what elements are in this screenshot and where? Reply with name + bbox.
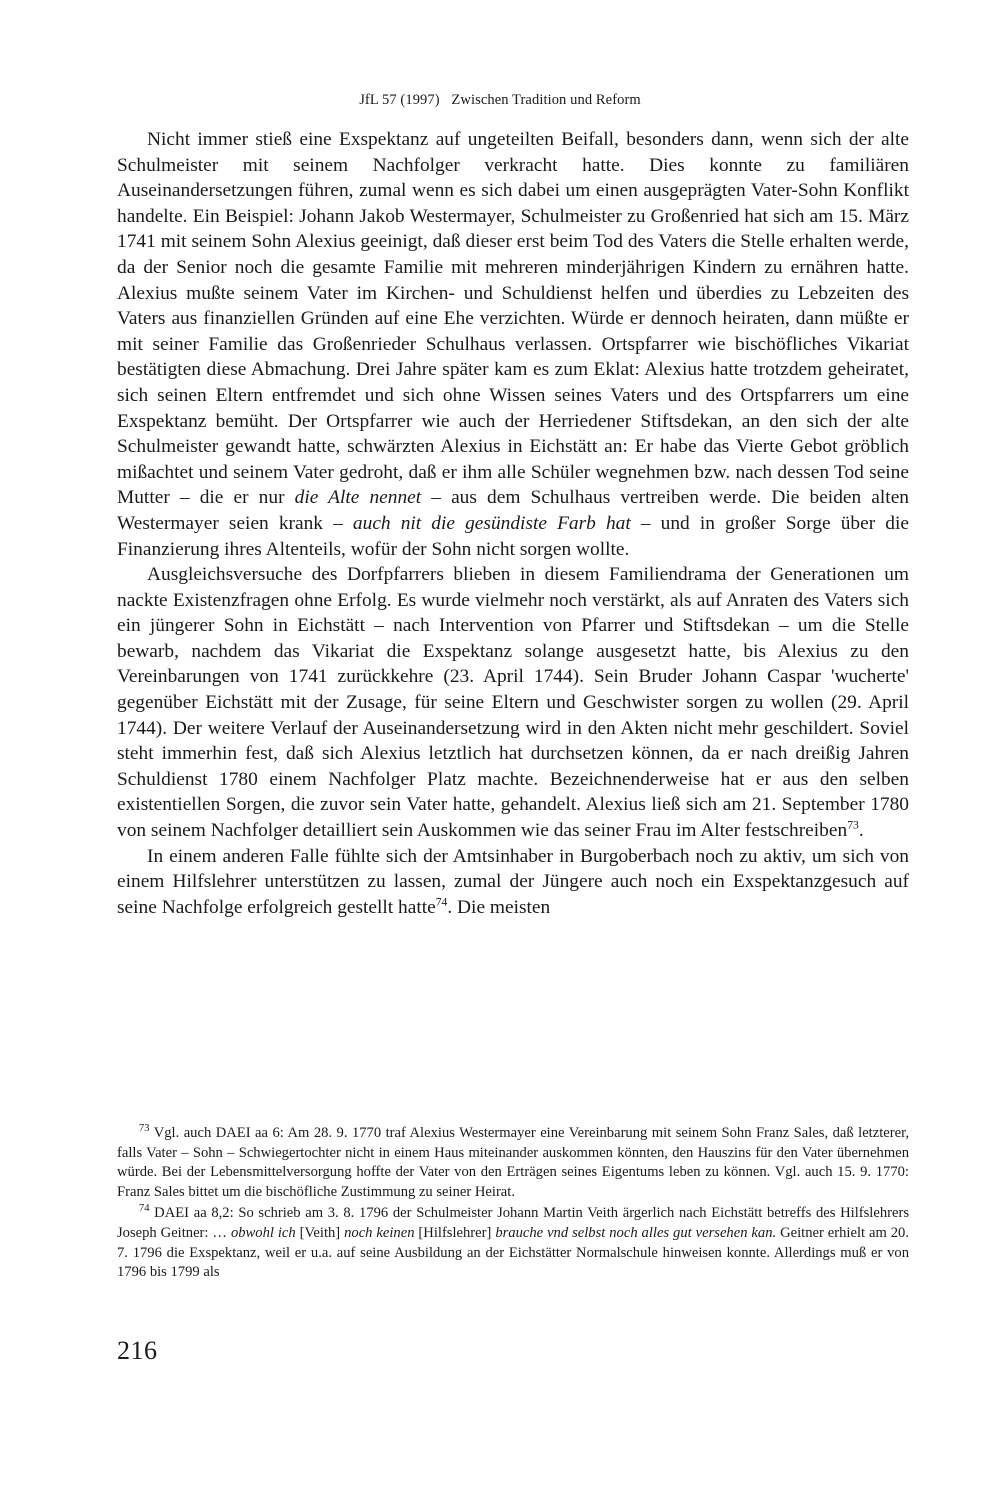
footnote-74-text-d: Geitner erhielt am 20. 7. 1796 die Exspektanz, weil er u.a. auf seine Ausbildung an der Eichstätter Normalschule hinweisen konnte. Allerdings muß er von 1796 bis 1799 als: [117, 1224, 910, 1281]
running-header: [0, 92, 1000, 109]
footnote-73: [117, 1124, 909, 1202]
paragraph-1-text-b: – aus dem Schulhaus vertreiben werde. Die beiden alten Westermayer seien krank –: [117, 487, 909, 534]
paragraph-1-text-a: Nicht immer stieß eine Exspektanz auf ungeteilten Beifall, besonders dann, wenn sich der alte Schulmeister mit seinem Nachfolger verkracht hatte. Dies konnte zu familiären Auseinandersetzungen führen, zumal wenn es sich dabei um einen ausgeprägten Vater-Sohn Konflikt handelte. Ein Beispiel: Johann Jakob Westermayer, Schulmeister zu Großenried hat sich am 15. März 1741 mit seinem Sohn Alexius geeinigt, daß dieser erst beim Tod des Vaters die Stelle erhalten werde, da der Senior noch die gesamte Familie mit mehreren minderjährigen Kindern zu ernähren hatte. Alexius mußte seinem Vater im Kirchen- und Schuldienst helfen und überdies zu Lebzeiten des Vaters aus finanziellen Gründen auf eine Ehe verzichten. Würde er dennoch heiraten, dann müßte er mit seiner Familie das Großenrieder Schulhaus verlassen. Ortspfarrer wie bischöfliches Vikariat bestätigten diese Abmachung. Drei Jahre später kam es zum Eklat: Alexius hatte trotzdem geheiratet, sich seinen Eltern entfremdet und sich ohne Wissen seines Vaters und des Ortspfarrers um eine Exspektanz bemüht. Der Ortspfarrer wie auch der Herriedener Stiftsdekan, an den sich der alte Schulmeister gewandt hatte, schwärzten Alexius in Eichstätt an: Er habe das Vierte Gebot gröblich mißachtet und seinem Vater gedroht, daß er ihm alle Schüler wegnehmen bzw. nach dessen Tod seine Mutter – die er nur: [117, 129, 909, 509]
footnote-mark-74: 74: [139, 1203, 150, 1215]
footnote-74-quote-3: brauche vnd selbst noch alles gut versehen kan.: [495, 1224, 777, 1241]
paragraph-3-text-a: In einem anderen Falle fühlte sich der Amtsinhaber in Burgoberbach noch zu aktiv, um sich von einem Hilfslehrer unterstützen zu lassen, zumal der Jüngere auch noch ein Exspektanzgesuch auf seine Nachfolge erfolgreich gestellt hatte: [117, 845, 909, 918]
footnote-mark-73: 73: [139, 1123, 150, 1135]
footnote-74-text-c: [Hilfslehrer]: [414, 1224, 496, 1241]
footnote-74-text-b: [Veith]: [295, 1224, 345, 1241]
quote-die-alte-nennet: die Alte nennet: [294, 487, 422, 509]
paragraph-2-text: Ausgleichsversuche des Dorfpfarrers blieben in diesem Familiendrama der Generationen um nackte Existenzfragen ohne Erfolg. Es wurde vielmehr noch verstärkt, als auf Anraten des Vaters sich ein jüngerer Sohn in Eichstätt – nach Intervention von Pfarrer und Stiftsdekan – um die Stelle bewarb, nachdem das Vikariat die Exspektanz solange ausgesetzt hatte, bis Alexius zu den Vereinbarungen von 1741 zurückkehre (23. April 1744). Sein Bruder Johann Caspar 'wucherte' gegenüber Eichstätt mit der Zusage, für seine Eltern und Geschwister sorgen zu wollen (29. April 1744). Der weitere Verlauf der Auseinandersetzung wird in den Akten nicht mehr geschildert. Soviel steht immerhin fest, daß sich Alexius letztlich hat durchsetzen können, da er nach dreißig Jahren Schuldienst 1780 einem Nachfolger Platz machte. Bezeichnenderweise hat er aus den selben existentiellen Sorgen, die zuvor sein Vater hatte, gehandelt. Alexius ließ sich am 21. September 1780 von seinem Nachfolger detailliert sein Auskommen wie das seiner Frau im Alter festschreiben: [117, 564, 909, 842]
main-text: [117, 127, 909, 920]
footnote-ref-74[interactable]: 74: [435, 895, 448, 909]
paragraph-1-text-c: – und in großer Sorge über die Finanzierung ihres Altenteils, wofür der Sohn nicht sorgen wollte.: [117, 512, 909, 560]
footnote-74-quote-1: obwohl ich: [230, 1224, 296, 1241]
paragraph-1: [117, 127, 909, 562]
footnote-74: [117, 1204, 909, 1282]
paragraph-2-end: .: [858, 820, 864, 842]
paragraph-3-text-b: . Die meisten: [447, 896, 551, 918]
footnote-ref-73[interactable]: 73: [847, 818, 859, 832]
paragraph-3: [117, 844, 909, 921]
footnotes: [117, 1124, 909, 1283]
page-number: 216: [117, 1336, 158, 1365]
quote-gesuendiste-farb: auch nit die gesündiste Farb hat: [352, 512, 631, 534]
journal-reference: JfL 57 (1997): [359, 92, 440, 108]
footnote-74-text-a: DAEI aa 8,2: So schrieb am 3. 8. 1796 der Schulmeister Johann Martin Veith ärgerlich nach Eichstätt betreffs des Hilfslehrers Joseph Geitner: …: [117, 1205, 909, 1241]
footnote-74-quote-2: noch keinen: [344, 1224, 415, 1241]
footnote-73-text: Vgl. auch DAEI aa 6: Am 28. 9. 1770 traf Alexius Westermayer eine Vereinbarung mit seinem Sohn Franz Sales, daß letzterer, falls Vater – Sohn – Schwiegertochter nicht in einem Haus miteinander auskommen könnten, den Hauszins für den Vater übernehmen würde. Bei der Lebensmittelversorgung hoffte der Vater von den Erträgen seines Eigentums leben zu können. Vgl. auch 15. 9. 1770: Franz Sales bittet um die bischöfliche Zustimmung zu seiner Heirat.: [117, 1125, 909, 1200]
article-title: Zwischen Tradition und Reform: [451, 92, 641, 108]
paragraph-2: [117, 562, 909, 844]
